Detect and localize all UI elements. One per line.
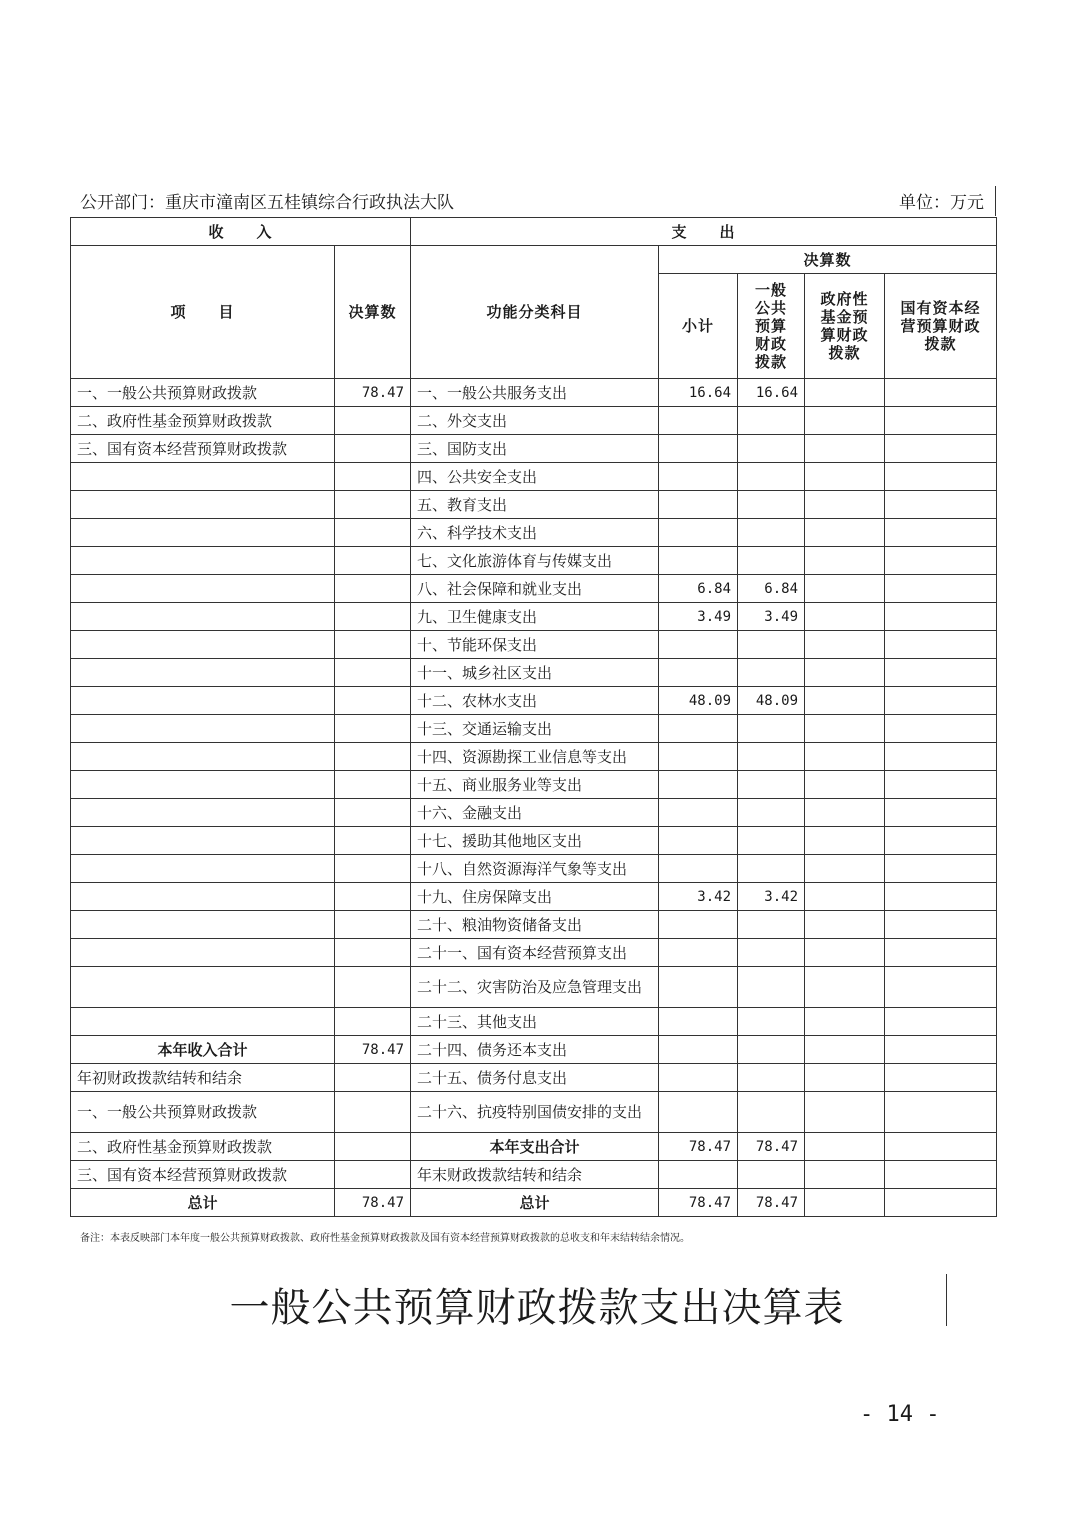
gov-fund-cell <box>805 491 885 519</box>
income-amount-cell <box>335 827 411 855</box>
table-row <box>71 519 997 547</box>
income-amount-cell <box>335 715 411 743</box>
subtotal-cell <box>659 1092 738 1133</box>
general-budget-cell <box>738 435 805 463</box>
gov-fund-cell <box>805 519 885 547</box>
general-budget-cell: 48.09 <box>738 687 805 715</box>
income-item-cell <box>71 799 335 827</box>
income-amount-cell <box>335 1133 411 1161</box>
income-amount-cell <box>335 883 411 911</box>
general-budget-cell <box>738 855 805 883</box>
table-body <box>71 379 997 1217</box>
fiscal-allocation-table <box>70 217 997 1217</box>
function-class-cell: 十七、援助其他地区支出 <box>411 827 659 855</box>
general-budget-cell <box>738 407 805 435</box>
general-budget-cell <box>738 967 805 1008</box>
gov-fund-cell <box>805 827 885 855</box>
state-capital-cell <box>885 407 997 435</box>
income-item-cell <box>71 827 335 855</box>
func-class-header: 功能分类科目 <box>411 246 659 379</box>
income-amount-cell <box>335 659 411 687</box>
table-row <box>71 1064 997 1092</box>
subtotal-cell <box>659 547 738 575</box>
subtotal-cell <box>659 799 738 827</box>
general-budget-header: 一般公共预算财政拨款 <box>738 274 805 379</box>
general-budget-cell <box>738 1092 805 1133</box>
income-amount-cell <box>335 407 411 435</box>
income-item-cell <box>71 687 335 715</box>
table-row <box>71 743 997 771</box>
general-budget-cell: 78.47 <box>738 1189 805 1217</box>
income-item-cell <box>71 491 335 519</box>
gov-fund-cell <box>805 1189 885 1217</box>
income-amount-cell <box>335 519 411 547</box>
income-item-cell <box>71 771 335 799</box>
subtotal-cell: 3.49 <box>659 603 738 631</box>
function-class-cell: 二十三、其他支出 <box>411 1008 659 1036</box>
table-row <box>71 827 997 855</box>
income-item-cell <box>71 575 335 603</box>
subtotal-cell <box>659 1008 738 1036</box>
general-budget-cell <box>738 1064 805 1092</box>
margin-rule <box>995 186 996 216</box>
income-amount-cell <box>335 771 411 799</box>
state-capital-cell <box>885 491 997 519</box>
subtotal-cell <box>659 1064 738 1092</box>
income-item-cell: 二、政府性基金预算财政拨款 <box>71 1133 335 1161</box>
function-class-cell: 二十四、债务还本支出 <box>411 1036 659 1064</box>
function-class-cell: 二十一、国有资本经营预算支出 <box>411 939 659 967</box>
gov-fund-cell <box>805 1036 885 1064</box>
general-budget-cell <box>738 771 805 799</box>
general-budget-cell <box>738 799 805 827</box>
general-budget-cell <box>738 631 805 659</box>
item-header: 项 目 <box>71 246 335 379</box>
function-class-cell: 二十、粮油物资储备支出 <box>411 911 659 939</box>
income-item-cell <box>71 547 335 575</box>
gov-fund-cell <box>805 911 885 939</box>
margin-rule-lower <box>946 1274 947 1326</box>
table-row <box>71 1189 997 1217</box>
table-footnote: 备注：本表反映部门本年度一般公共预算财政拨款、政府性基金预算财政拨款及国有资本经营预算财政拨款的总收支和年末结转结余情况。 <box>80 1233 690 1244</box>
general-budget-cell <box>738 939 805 967</box>
table-row <box>71 463 997 491</box>
income-item-cell <box>71 603 335 631</box>
subtotal-cell <box>659 1036 738 1064</box>
table-row <box>71 1092 997 1133</box>
general-budget-cell: 16.64 <box>738 379 805 407</box>
function-class-cell: 一、一般公共服务支出 <box>411 379 659 407</box>
income-item-cell: 本年收入合计 <box>71 1036 335 1064</box>
function-class-cell: 十五、商业服务业等支出 <box>411 771 659 799</box>
subtotal-cell: 48.09 <box>659 687 738 715</box>
subtotal-cell <box>659 827 738 855</box>
gov-fund-cell <box>805 603 885 631</box>
table-row <box>71 855 997 883</box>
table-row <box>71 1133 997 1161</box>
state-capital-cell <box>885 1064 997 1092</box>
unit-label: 单位：万元 <box>899 193 984 213</box>
subtotal-cell <box>659 519 738 547</box>
subtotal-cell <box>659 435 738 463</box>
amount-header: 决算数 <box>335 246 411 379</box>
subtotal-cell: 16.64 <box>659 379 738 407</box>
table-header-line <box>80 190 984 216</box>
income-item-cell <box>71 967 335 1008</box>
income-item-cell: 总计 <box>71 1189 335 1217</box>
income-item-cell <box>71 855 335 883</box>
income-amount-cell <box>335 939 411 967</box>
subtotal-cell <box>659 631 738 659</box>
page-number: - 14 - <box>860 1402 940 1427</box>
table-row <box>71 1161 997 1189</box>
income-amount-cell <box>335 603 411 631</box>
income-amount-cell <box>335 743 411 771</box>
function-class-cell: 六、科学技术支出 <box>411 519 659 547</box>
income-amount-cell <box>335 575 411 603</box>
income-item-cell <box>71 911 335 939</box>
function-class-cell: 三、国防支出 <box>411 435 659 463</box>
subtotal-cell <box>659 771 738 799</box>
general-budget-cell <box>738 1036 805 1064</box>
income-item-cell <box>71 743 335 771</box>
state-capital-cell <box>885 1189 997 1217</box>
table-row <box>71 967 997 1008</box>
income-amount-cell <box>335 435 411 463</box>
final-amount-header: 决算数 <box>659 246 997 274</box>
income-amount-cell <box>335 855 411 883</box>
income-amount-cell <box>335 911 411 939</box>
subtotal-cell <box>659 967 738 1008</box>
gov-fund-cell <box>805 855 885 883</box>
table-row <box>71 799 997 827</box>
subtotal-cell: 6.84 <box>659 575 738 603</box>
state-capital-cell <box>885 967 997 1008</box>
income-amount-cell <box>335 463 411 491</box>
table-row <box>71 547 997 575</box>
income-section-header: 收 入 <box>71 218 411 246</box>
state-capital-cell <box>885 715 997 743</box>
general-budget-cell <box>738 659 805 687</box>
subtotal-cell: 78.47 <box>659 1133 738 1161</box>
gov-fund-cell <box>805 1064 885 1092</box>
general-budget-cell <box>738 911 805 939</box>
state-capital-cell <box>885 435 997 463</box>
general-budget-cell <box>738 491 805 519</box>
income-item-cell <box>71 1008 335 1036</box>
income-amount-cell <box>335 1064 411 1092</box>
table-row <box>71 659 997 687</box>
subtotal-header: 小计 <box>659 274 738 379</box>
function-class-cell: 十六、金融支出 <box>411 799 659 827</box>
general-budget-cell <box>738 827 805 855</box>
state-capital-cell <box>885 771 997 799</box>
gov-fund-cell <box>805 547 885 575</box>
gov-fund-cell <box>805 939 885 967</box>
table-row <box>71 883 997 911</box>
table-row <box>71 631 997 659</box>
function-class-cell: 二十五、债务付息支出 <box>411 1064 659 1092</box>
state-capital-cell <box>885 575 997 603</box>
gov-fund-cell <box>805 435 885 463</box>
income-amount-cell <box>335 1161 411 1189</box>
income-amount-cell <box>335 799 411 827</box>
general-budget-cell: 3.42 <box>738 883 805 911</box>
income-item-cell: 一、一般公共预算财政拨款 <box>71 1092 335 1133</box>
gov-fund-cell <box>805 575 885 603</box>
function-class-cell: 十八、自然资源海洋气象等支出 <box>411 855 659 883</box>
table-row <box>71 715 997 743</box>
gov-fund-cell <box>805 1008 885 1036</box>
next-table-title: 一般公共预算财政拨款支出决算表 <box>229 1285 845 1331</box>
general-budget-cell <box>738 743 805 771</box>
income-item-cell: 一、一般公共预算财政拨款 <box>71 379 335 407</box>
function-class-cell: 十九、住房保障支出 <box>411 883 659 911</box>
gov-fund-cell <box>805 1133 885 1161</box>
state-capital-cell <box>885 659 997 687</box>
function-class-cell: 十二、农林水支出 <box>411 687 659 715</box>
income-item-cell: 二、政府性基金预算财政拨款 <box>71 407 335 435</box>
income-amount-cell: 78.47 <box>335 1189 411 1217</box>
gov-fund-cell <box>805 799 885 827</box>
gov-fund-cell <box>805 463 885 491</box>
header-row-sections <box>71 218 997 246</box>
subtotal-cell <box>659 911 738 939</box>
general-budget-cell <box>738 463 805 491</box>
income-item-cell <box>71 463 335 491</box>
gov-fund-cell <box>805 743 885 771</box>
general-budget-cell <box>738 715 805 743</box>
table-row <box>71 603 997 631</box>
table-row <box>71 435 997 463</box>
income-item-cell <box>71 939 335 967</box>
general-budget-cell: 78.47 <box>738 1133 805 1161</box>
function-class-cell: 九、卫生健康支出 <box>411 603 659 631</box>
table-row <box>71 911 997 939</box>
state-capital-cell <box>885 463 997 491</box>
state-capital-cell <box>885 939 997 967</box>
function-class-cell: 本年支出合计 <box>411 1133 659 1161</box>
gov-fund-cell <box>805 687 885 715</box>
gov-fund-header: 政府性基金预算财政拨款 <box>805 274 885 379</box>
income-amount-cell <box>335 491 411 519</box>
income-item-cell: 三、国有资本经营预算财政拨款 <box>71 435 335 463</box>
gov-fund-cell <box>805 659 885 687</box>
subtotal-cell: 78.47 <box>659 1189 738 1217</box>
header-row-final <box>71 246 997 274</box>
general-budget-cell <box>738 1161 805 1189</box>
table-row <box>71 407 997 435</box>
table-row <box>71 939 997 967</box>
function-class-cell: 十、节能环保支出 <box>411 631 659 659</box>
table-row <box>71 491 997 519</box>
subtotal-cell <box>659 743 738 771</box>
function-class-cell: 十三、交通运输支出 <box>411 715 659 743</box>
income-item-cell <box>71 631 335 659</box>
subtotal-cell <box>659 939 738 967</box>
function-class-cell: 二、外交支出 <box>411 407 659 435</box>
general-budget-cell: 3.49 <box>738 603 805 631</box>
gov-fund-cell <box>805 715 885 743</box>
income-amount-cell <box>335 1008 411 1036</box>
function-class-cell: 十四、资源勘探工业信息等支出 <box>411 743 659 771</box>
income-item-cell: 年初财政拨款结转和结余 <box>71 1064 335 1092</box>
state-capital-cell <box>885 1133 997 1161</box>
table-row <box>71 575 997 603</box>
function-class-cell: 七、文化旅游体育与传媒支出 <box>411 547 659 575</box>
function-class-cell: 二十二、灾害防治及应急管理支出 <box>411 967 659 1008</box>
function-class-cell: 十一、城乡社区支出 <box>411 659 659 687</box>
state-capital-cell <box>885 1161 997 1189</box>
table-row <box>71 379 997 407</box>
income-amount-cell <box>335 1092 411 1133</box>
gov-fund-cell <box>805 1092 885 1133</box>
gov-fund-cell <box>805 407 885 435</box>
income-item-cell <box>71 519 335 547</box>
subtotal-cell <box>659 491 738 519</box>
function-class-cell: 二十六、抗疫特别国债安排的支出 <box>411 1092 659 1133</box>
income-item-cell <box>71 715 335 743</box>
subtotal-cell <box>659 463 738 491</box>
income-amount-cell: 78.47 <box>335 1036 411 1064</box>
state-capital-cell <box>885 799 997 827</box>
gov-fund-cell <box>805 1161 885 1189</box>
income-amount-cell <box>335 967 411 1008</box>
table-row <box>71 1036 997 1064</box>
table-row <box>71 771 997 799</box>
income-amount-cell <box>335 631 411 659</box>
state-capital-cell <box>885 547 997 575</box>
income-amount-cell <box>335 547 411 575</box>
state-capital-cell <box>885 1008 997 1036</box>
subtotal-cell: 3.42 <box>659 883 738 911</box>
subtotal-cell <box>659 855 738 883</box>
function-class-cell: 四、公共安全支出 <box>411 463 659 491</box>
function-class-cell: 八、社会保障和就业支出 <box>411 575 659 603</box>
general-budget-cell <box>738 519 805 547</box>
state-capital-cell <box>885 1036 997 1064</box>
general-budget-cell <box>738 547 805 575</box>
income-item-cell <box>71 883 335 911</box>
gov-fund-cell <box>805 631 885 659</box>
state-capital-cell <box>885 631 997 659</box>
expense-section-header: 支 出 <box>411 218 997 246</box>
state-capital-cell <box>885 743 997 771</box>
state-capital-cell <box>885 603 997 631</box>
subtotal-cell <box>659 1161 738 1189</box>
function-class-cell: 总计 <box>411 1189 659 1217</box>
income-item-cell: 三、国有资本经营预算财政拨款 <box>71 1161 335 1189</box>
department-label: 公开部门：重庆市潼南区五桂镇综合行政执法大队 <box>80 193 454 213</box>
income-amount-cell <box>335 687 411 715</box>
state-capital-cell <box>885 883 997 911</box>
income-amount-cell: 78.47 <box>335 379 411 407</box>
general-budget-cell <box>738 1008 805 1036</box>
general-budget-cell: 6.84 <box>738 575 805 603</box>
subtotal-cell <box>659 659 738 687</box>
state-capital-cell <box>885 687 997 715</box>
state-capital-cell <box>885 1092 997 1133</box>
income-item-cell <box>71 659 335 687</box>
state-capital-cell <box>885 519 997 547</box>
state-capital-cell <box>885 827 997 855</box>
subtotal-cell <box>659 715 738 743</box>
gov-fund-cell <box>805 771 885 799</box>
gov-fund-cell <box>805 883 885 911</box>
function-class-cell: 五、教育支出 <box>411 491 659 519</box>
gov-fund-cell <box>805 967 885 1008</box>
state-capital-header: 国有资本经营预算财政拨款 <box>885 274 997 379</box>
state-capital-cell <box>885 911 997 939</box>
table-row <box>71 1008 997 1036</box>
table-row <box>71 687 997 715</box>
state-capital-cell <box>885 379 997 407</box>
gov-fund-cell <box>805 379 885 407</box>
state-capital-cell <box>885 855 997 883</box>
function-class-cell: 年末财政拨款结转和结余 <box>411 1161 659 1189</box>
subtotal-cell <box>659 407 738 435</box>
